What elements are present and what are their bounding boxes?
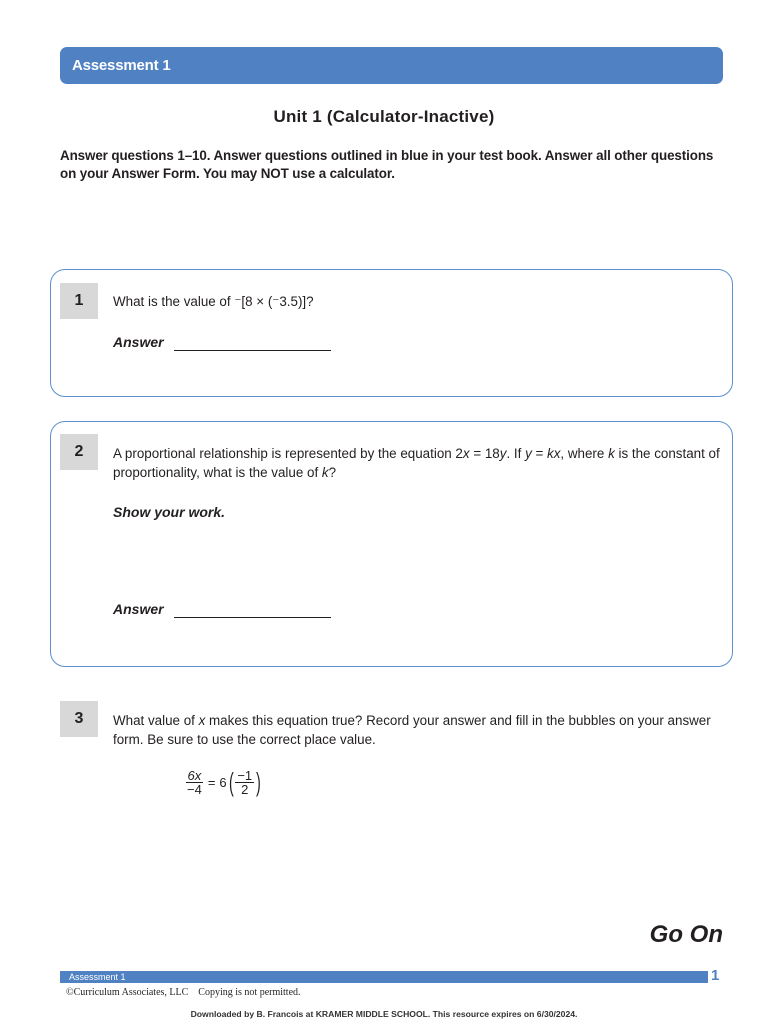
copyright: ©Curriculum Associates, LLC Copying is not permitted.: [66, 987, 301, 998]
instructions: Answer questions 1–10. Answer questions outlined in blue in your test book. Answer all other questions on your Answer Form. You may NOT use a calculator.: [60, 148, 714, 181]
equation-rhs-fraction: [235, 769, 254, 796]
question-1-answer-line[interactable]: [174, 350, 331, 351]
equation-rhs-numerator: −1: [237, 767, 253, 783]
footer-bar: [60, 971, 708, 983]
question-3-number: 3: [60, 701, 98, 737]
question-2-text: A proportional relationship is represented by the equation 2x = 18y. If y = kx, where k is the constant of proportionality, what is the value of k?: [113, 446, 720, 480]
question-2-show-work: Show your work.: [113, 504, 226, 520]
unit-title: Unit 1 (Calculator-Inactive): [273, 107, 495, 126]
question-2-answer-label: Answer: [113, 601, 164, 617]
question-2-number: 2: [60, 434, 98, 470]
page-number: 1: [711, 967, 720, 984]
question-1-number: 1: [60, 283, 98, 319]
assessment-header: [60, 47, 723, 84]
question-1-box: [50, 269, 733, 397]
left-paren: (: [228, 767, 234, 797]
equation-lhs-fraction: [185, 769, 204, 796]
footer-label: Assessment 1: [69, 972, 126, 982]
question-1-answer-label: Answer: [113, 334, 164, 350]
right-paren: ): [256, 767, 261, 797]
assessment-title: Assessment 1: [72, 57, 171, 74]
equation-lhs-numerator: 6x: [187, 767, 202, 783]
question-3-equation: [185, 766, 263, 798]
equation-equals: =: [207, 774, 216, 790]
equation-rhs-denominator: 2: [241, 781, 249, 797]
equation-coefficient: 6: [219, 774, 227, 790]
question-1-text: What is the value of ⁻[8 × (⁻3.5)]?: [113, 294, 314, 309]
equation-lhs-denominator: −4: [187, 781, 202, 797]
download-notice: Downloaded by B. Francois at KRAMER MIDDLE SCHOOL. This resource expires on 6/30/2024.: [190, 1009, 578, 1019]
question-2-answer-line[interactable]: [174, 617, 331, 618]
question-3-text: What value of x makes this equation true? Record your answer and fill in the bubbles on your answer form. Be sure to use the correct place value.: [113, 713, 711, 747]
go-on-label: Go On: [649, 921, 723, 948]
